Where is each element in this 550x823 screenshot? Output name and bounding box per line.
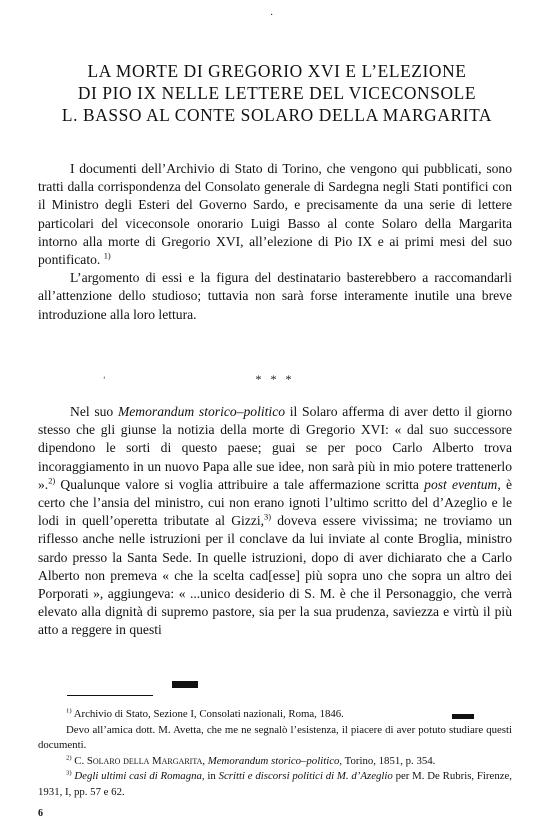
footnote-ref: 1) <box>103 250 111 261</box>
ink-blot <box>452 714 474 719</box>
footnote-1: $^{1)}$ Archivio di Stato, Sezione I, Consolati nazionali, Roma, 1846. <box>66 707 344 720</box>
footnote-1-note: Devo all’amica dott. M. Avetta, che me ne segnalò l’esistenza, il piacere di aver potuto studiare questi documenti. <box>38 723 512 752</box>
paragraph-3: Nel suo Memorandum storico–politico il Solaro afferma di aver detto il giorno stesso che gli giunse la notizia della morte di Gregorio XVI: « dal suo successore dipendono le sorti di questo paese; guai se per poco Carlo Alberto trova incoraggiamento in un nuovo Papa alle sue idee, non sarà più in mio potere trattenerlo ».$^{2)}$ Qualunque valore si voglia attribuire a tale affermazione scritta post eventum, è certo che l’ansia del ministro, cui non erano ignoti l’ultimo scritto del d’Azeglio e le lodi in quell’operetta tributate al Gizzi,$^{3)}$ doveva essere vivissima; ne troviamo un riflesso anche nelle istruzioni per il conclave da lui inviate al conte Broglia, ministro sardo presso la Santa Sede. In quelle istruzioni, dopo di aver dichiarato che a Carlo Alberto non premeva « che la scelta cad[esse] più sopra uno che sopra un altro dei Porporati », aggiungeva: « ...unico desiderio di S. M. è che il Personaggio, che verrà elevato alla dignità di supremo pastore, sia per la sua prudenza, saviezza e virtù il più atto a reggere in questi <box>38 404 512 638</box>
title-line: L. BASSO AL CONTE SOLARO DELLA MARGARITA <box>61 105 493 125</box>
top-dot: · <box>270 10 274 21</box>
footnote-ref: 2) <box>48 475 56 486</box>
footnote-rule <box>67 695 153 696</box>
footnote-3: $^{3)}$ Degli ultimi casi di Romagna, in Scritti e discorsi politici di M. d’Azeglio per M. De Rubris, Firenze, 1931, I, pp. 57 e 62. <box>38 769 513 798</box>
footnote-2: $^{2)}$ C. Solaro della Margarita, Memorandum storico–politico, Torino, 1851, p. 354. <box>66 754 436 767</box>
section-separator: * * * <box>255 372 295 386</box>
footnote-ref: 3) <box>264 511 272 522</box>
article-title <box>38 60 516 126</box>
page-number: 6 <box>38 808 43 819</box>
paragraph-1: I documenti dell’Archivio di Stato di Torino, che vengono qui pubblicati, sono tratti dalla corrispondenza del Consolato generale di Sardegna negli Stati pontifici con il Ministro degli Esteri del Governo Sardo, e precisamente da una serie di lettere particolari del viceconsole onorario Luigi Basso al conte Solaro della Margarita intorno alla morte di Gregorio XVI, all’elezione di Pio IX e ai primi mesi del suo pontificato. $^{1)}$ <box>38 161 512 268</box>
main-section <box>38 403 512 640</box>
footnotes <box>38 707 512 801</box>
title-line: DI PIO IX NELLE LETTERE DEL VICECONSOLE <box>77 83 477 103</box>
intro-section <box>38 160 512 324</box>
stray-mark: ‘ <box>103 375 106 384</box>
paragraph-2: L’argomento di essi e la figura del destinatario basterebbero a raccomandarli all’attenzione dello studioso; tuttavia non sarà forse interamente inutile una breve introduzione alla loro lettura. <box>38 270 512 322</box>
ink-blot <box>172 681 198 688</box>
title-line: LA MORTE DI GREGORIO XVI E L’ELEZIONE <box>87 61 467 81</box>
